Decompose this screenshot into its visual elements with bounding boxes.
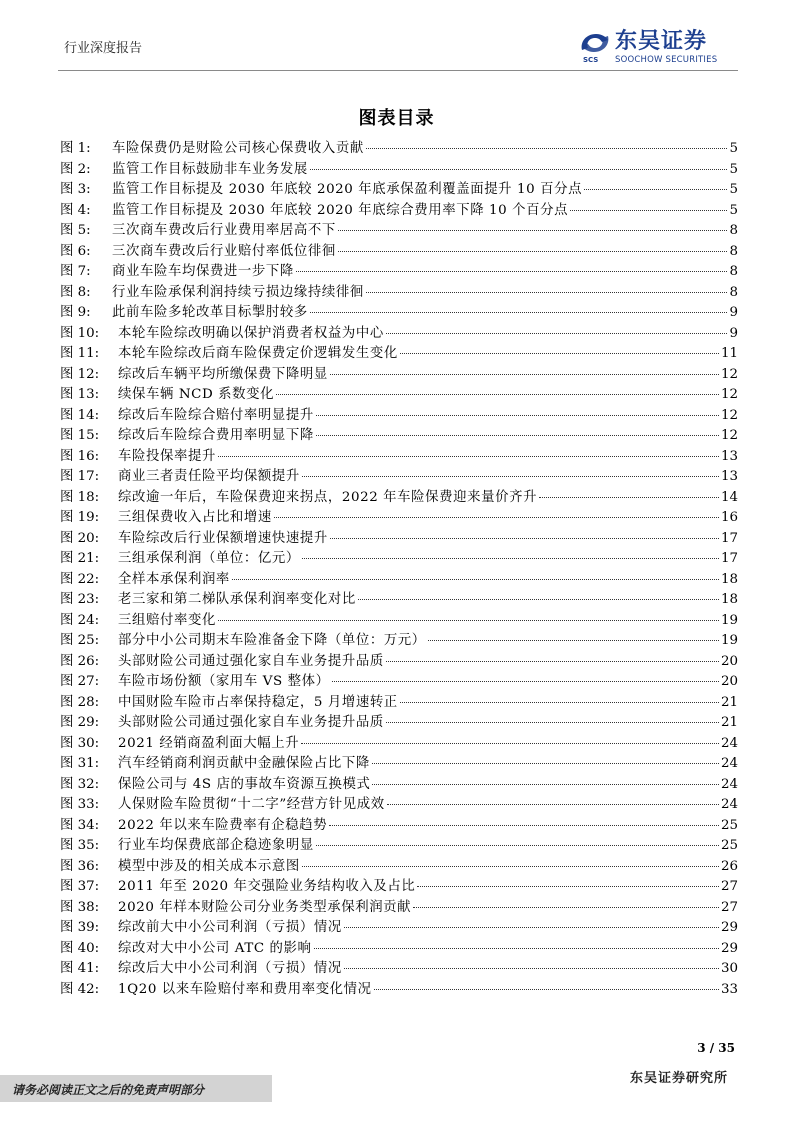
toc-entry-number: 图 36: bbox=[60, 858, 100, 874]
toc-entry-number: 图 19: bbox=[60, 510, 100, 525]
toc-entry-title: 三组赔付率变化 bbox=[118, 612, 216, 628]
toc-entry-title: 监管工作目标提及 2030 年底较 2020 年底综合费用率下降 10 个百分点 bbox=[112, 202, 569, 218]
toc-entry-leader bbox=[386, 333, 728, 334]
toc-entry-leader bbox=[276, 394, 719, 395]
company-logo bbox=[578, 30, 738, 68]
page-number: 3 / 35 bbox=[697, 1041, 735, 1055]
toc-entry[interactable] bbox=[60, 221, 738, 242]
toc-entry-leader bbox=[344, 968, 719, 969]
toc-entry-page: 13 bbox=[720, 469, 738, 484]
toc-entry-leader bbox=[338, 230, 728, 231]
toc-entry-page: 19 bbox=[720, 633, 738, 648]
toc-entry-leader bbox=[413, 907, 719, 908]
toc-entry-title: 车险综改后行业保额增速快速提升 bbox=[118, 530, 328, 546]
toc-entry-title: 1Q20 以来车险赔付率和费用率变化情况 bbox=[118, 981, 372, 997]
toc-entry-title: 综改后车辆平均所缴保费下降明显 bbox=[118, 366, 328, 382]
toc-entry-title: 车险市场份额（家用车 VS 整体） bbox=[118, 674, 330, 689]
toc-entry-leader bbox=[366, 292, 728, 293]
toc-entry-number: 图 26: bbox=[60, 653, 100, 669]
toc-entry-title: 汽车经销商利润贡献中金融保险占比下降 bbox=[118, 756, 370, 771]
toc-entry[interactable] bbox=[60, 160, 738, 181]
toc-entry-page: 9 bbox=[729, 325, 738, 341]
toc-entry-page: 13 bbox=[720, 448, 738, 464]
toc-entry-number: 图 42: bbox=[60, 981, 100, 997]
toc-entry-leader bbox=[374, 989, 719, 990]
toc-entry-number: 图 11: bbox=[60, 346, 100, 361]
toc-entry-page: 25 bbox=[720, 817, 738, 833]
toc-entry[interactable] bbox=[60, 836, 738, 857]
toc-entry-title: 综改对大中小公司 ATC 的影响 bbox=[118, 940, 312, 956]
toc-entry[interactable] bbox=[60, 775, 738, 796]
toc-entry-number: 图 10: bbox=[60, 325, 100, 341]
logo-mark-icon bbox=[578, 30, 612, 56]
toc-entry-page: 5 bbox=[729, 161, 738, 177]
toc-entry-title: 监管工作目标提及 2030 年底较 2020 年底承保盈利覆盖面提升 10 百分点 bbox=[112, 182, 583, 197]
toc-entry[interactable] bbox=[60, 857, 738, 878]
toc-entry[interactable] bbox=[60, 611, 738, 632]
toc-entry-leader bbox=[302, 476, 719, 477]
toc-entry[interactable] bbox=[60, 877, 738, 898]
footer-disclaimer: 请务必阅读正文之后的免责声明部分 bbox=[12, 1083, 205, 1097]
toc-entry-leader bbox=[344, 927, 719, 928]
toc-entry-page: 5 bbox=[729, 202, 738, 218]
toc-entry-title: 综改前大中小公司利润（亏损）情况 bbox=[118, 920, 342, 935]
toc-entry-title: 商业车险车均保费进一步下降 bbox=[112, 264, 294, 279]
toc-entry-number: 图 1: bbox=[60, 141, 91, 156]
toc-entry-number: 图 25: bbox=[60, 633, 100, 648]
toc-entry-number: 图 29: bbox=[60, 715, 100, 730]
report-type-label: 行业深度报告 bbox=[64, 41, 143, 56]
toc-entry-leader bbox=[417, 886, 719, 887]
toc-entry-leader bbox=[387, 804, 719, 805]
toc-entry-number: 图 32: bbox=[60, 776, 100, 792]
toc-entry-leader bbox=[316, 435, 719, 436]
toc-entry-leader bbox=[316, 415, 719, 416]
toc-entry-number: 图 15: bbox=[60, 428, 100, 443]
toc-entry-page: 18 bbox=[720, 571, 738, 587]
header-divider bbox=[58, 70, 738, 71]
toc-entry-title: 行业车均保费底部企稳迹象明显 bbox=[118, 838, 314, 853]
toc-entry-number: 图 13: bbox=[60, 387, 100, 402]
toc-entry[interactable] bbox=[60, 303, 738, 324]
toc-entry-page: 24 bbox=[720, 797, 738, 812]
toc-entry-page: 9 bbox=[729, 305, 738, 320]
toc-entry[interactable] bbox=[60, 406, 738, 427]
toc-entry-number: 图 16: bbox=[60, 448, 100, 464]
toc-entry-title: 综改逾一年后，车险保费迎来拐点，2022 年车险保费迎来量价齐升 bbox=[118, 489, 538, 505]
toc-entry-title: 三次商车费改后行业费用率居高不下 bbox=[112, 223, 336, 238]
toc-entry-number: 图 12: bbox=[60, 366, 100, 382]
toc-entry-title: 2022 年以来车险费率有企稳趋势 bbox=[118, 817, 328, 833]
toc-entry-leader bbox=[232, 579, 719, 580]
toc-entry[interactable] bbox=[60, 488, 738, 509]
toc-entry-leader bbox=[400, 353, 719, 354]
toc-entry-number: 图 24: bbox=[60, 612, 100, 628]
toc-entry-leader bbox=[310, 312, 728, 313]
toc-entry-page: 8 bbox=[729, 264, 738, 279]
toc-entry-leader bbox=[570, 210, 727, 211]
toc-entry-page: 29 bbox=[720, 940, 738, 956]
toc-entry-number: 图 9: bbox=[60, 305, 91, 320]
toc-entry-number: 图 3: bbox=[60, 182, 91, 197]
toc-entry-leader bbox=[296, 271, 728, 272]
toc-entry-title: 老三家和第二梯队承保利润率变化对比 bbox=[118, 592, 356, 607]
toc-entry[interactable] bbox=[60, 795, 738, 816]
toc-entry-page: 14 bbox=[720, 489, 738, 505]
toc-entry-number: 图 14: bbox=[60, 407, 100, 423]
toc-entry-page: 20 bbox=[720, 653, 738, 669]
toc-entry-page: 12 bbox=[720, 387, 738, 402]
toc-entry[interactable] bbox=[60, 180, 738, 201]
toc-entry-number: 图 18: bbox=[60, 489, 100, 505]
toc-entry-page: 25 bbox=[720, 838, 738, 853]
toc-entry-page: 19 bbox=[720, 612, 738, 628]
toc-entry-number: 图 5: bbox=[60, 223, 91, 238]
toc-entry[interactable] bbox=[60, 242, 738, 263]
toc-entry-leader bbox=[372, 784, 718, 785]
toc-entry-page: 20 bbox=[720, 674, 738, 689]
toc-entry-number: 图 2: bbox=[60, 161, 91, 177]
toc-entry[interactable] bbox=[60, 816, 738, 837]
toc-entry-page: 8 bbox=[729, 243, 738, 259]
toc-entry-leader bbox=[332, 681, 719, 682]
toc-entry[interactable] bbox=[60, 529, 738, 550]
toc-entry[interactable] bbox=[60, 262, 738, 283]
toc-entry-title: 2011 年至 2020 年交强险业务结构收入及占比 bbox=[118, 879, 416, 894]
toc-entry[interactable] bbox=[60, 324, 738, 345]
toc-entry-number: 图 20: bbox=[60, 530, 100, 546]
toc-entry[interactable] bbox=[60, 508, 738, 529]
toc-entry-page: 24 bbox=[720, 776, 738, 792]
toc-entry-title: 行业车险承保利润持续亏损边缘持续徘徊 bbox=[112, 284, 364, 300]
toc-entry[interactable] bbox=[60, 672, 738, 693]
toc-entry[interactable] bbox=[60, 283, 738, 304]
toc-entry-title: 保险公司与 4S 店的事故车资源互换模式 bbox=[118, 776, 371, 792]
toc-entry-title: 本轮车险综改后商车险保费定价逻辑发生变化 bbox=[118, 346, 398, 361]
toc-entry-number: 图 39: bbox=[60, 920, 100, 935]
toc-entry-number: 图 17: bbox=[60, 469, 100, 484]
toc-entry-title: 头部财险公司通过强化家自车业务提升品质 bbox=[118, 715, 384, 730]
toc-entry-page: 29 bbox=[720, 920, 738, 935]
toc-entry-number: 图 8: bbox=[60, 284, 91, 300]
toc-entry-page: 21 bbox=[720, 694, 738, 710]
toc-entry-leader bbox=[372, 763, 719, 764]
toc-entry[interactable] bbox=[60, 918, 738, 939]
toc-entry-page: 8 bbox=[729, 284, 738, 300]
toc-entry-leader bbox=[584, 189, 727, 190]
toc-entry[interactable] bbox=[60, 467, 738, 488]
toc-entry-page: 30 bbox=[720, 961, 738, 976]
toc-entry-leader bbox=[338, 251, 728, 252]
toc-entry-page: 33 bbox=[720, 981, 738, 997]
toc-entry-page: 12 bbox=[720, 366, 738, 382]
toc-entry-title: 头部财险公司通过强化家自车业务提升品质 bbox=[118, 653, 384, 669]
toc-entry-leader bbox=[539, 497, 719, 498]
toc-entry-number: 图 35: bbox=[60, 838, 100, 853]
toc-entry-leader bbox=[314, 948, 719, 949]
toc-entry-number: 图 37: bbox=[60, 879, 100, 894]
toc-entry-title: 车险保费仍是财险公司核心保费收入贡献 bbox=[112, 141, 364, 156]
toc-entry-number: 图 31: bbox=[60, 756, 100, 771]
toc-entry-title: 2020 年样本财险公司分业务类型承保利润贡献 bbox=[118, 899, 412, 915]
footer-institute: 东吴证券研究所 bbox=[629, 1071, 728, 1086]
toc-entry-title: 三组承保利润（单位：亿元） bbox=[118, 551, 300, 566]
toc-entry-title: 人保财险车险贯彻“十二字”经营方针见成效 bbox=[118, 797, 385, 812]
toc-entry-number: 图 21: bbox=[60, 551, 100, 566]
toc-entry[interactable] bbox=[60, 652, 738, 673]
toc-entry-title: 续保车辆 NCD 系数变化 bbox=[118, 387, 275, 402]
toc-entry-number: 图 34: bbox=[60, 817, 100, 833]
toc-entry-number: 图 40: bbox=[60, 940, 100, 956]
toc-entry-page: 21 bbox=[720, 715, 738, 730]
toc-entry-number: 图 27: bbox=[60, 674, 100, 689]
toc-entry-leader bbox=[301, 743, 719, 744]
toc-entry-title: 中国财险车险市占率保持稳定，5 月增速转正 bbox=[118, 694, 398, 710]
toc-entry-leader bbox=[302, 558, 719, 559]
toc-entry-title: 本轮车险综改明确以保护消费者权益为中心 bbox=[118, 325, 384, 341]
toc-entry[interactable] bbox=[60, 980, 738, 1001]
toc-entry-number: 图 22: bbox=[60, 571, 100, 587]
toc-entry-leader bbox=[218, 620, 719, 621]
toc-entry-title: 监管工作目标鼓励非车业务发展 bbox=[112, 161, 308, 177]
toc-entry-leader bbox=[358, 599, 719, 600]
toc-entry-number: 图 6: bbox=[60, 243, 91, 259]
toc-entry-leader bbox=[274, 517, 719, 518]
toc-entry-page: 26 bbox=[720, 858, 738, 874]
toc-entry-leader bbox=[386, 722, 719, 723]
toc-entry-title: 部分中小公司期末车险准备金下降（单位：万元） bbox=[118, 633, 426, 648]
logo-english-name: SOOCHOW SECURITIES bbox=[615, 55, 718, 65]
toc-entry-leader bbox=[366, 148, 728, 149]
toc-entry-number: 图 7: bbox=[60, 264, 91, 279]
toc-entry[interactable] bbox=[60, 693, 738, 714]
toc-entry-title: 全样本承保利润率 bbox=[118, 571, 230, 587]
toc-entry[interactable] bbox=[60, 898, 738, 919]
toc-entry[interactable] bbox=[60, 549, 738, 570]
toc-entry-title: 三次商车费改后行业赔付率低位徘徊 bbox=[112, 243, 336, 259]
toc-entry-leader bbox=[330, 538, 719, 539]
toc-entry[interactable] bbox=[60, 344, 738, 365]
toc-entry[interactable] bbox=[60, 447, 738, 468]
toc-entry[interactable] bbox=[60, 734, 738, 755]
toc-entry[interactable] bbox=[60, 385, 738, 406]
toc-entry[interactable] bbox=[60, 365, 738, 386]
toc-entry-number: 图 33: bbox=[60, 797, 100, 812]
toc-entry-page: 8 bbox=[729, 223, 738, 238]
toc-entry[interactable] bbox=[60, 754, 738, 775]
toc-entry-leader bbox=[329, 825, 719, 826]
toc-entry[interactable] bbox=[60, 139, 738, 160]
toc-entry-page: 16 bbox=[720, 510, 738, 525]
toc-entry[interactable] bbox=[60, 426, 738, 447]
toc-entry-title: 三组保费收入占比和增速 bbox=[118, 510, 272, 525]
toc-entry-number: 图 23: bbox=[60, 592, 100, 607]
toc-entry-leader bbox=[302, 866, 719, 867]
toc-entry-leader bbox=[310, 169, 728, 170]
toc-entry-page: 27 bbox=[720, 879, 738, 894]
toc-entry-leader bbox=[218, 456, 719, 457]
toc-list bbox=[60, 139, 738, 1000]
toc-entry-page: 12 bbox=[720, 407, 738, 423]
toc-entry-title: 综改后车险综合赔付率明显提升 bbox=[118, 407, 314, 423]
toc-entry-leader bbox=[386, 661, 719, 662]
toc-entry-leader bbox=[330, 374, 719, 375]
toc-entry-number: 图 41: bbox=[60, 961, 100, 976]
logo-mark-text: SCS bbox=[583, 56, 599, 64]
toc-entry-page: 18 bbox=[720, 592, 738, 607]
toc-entry-leader bbox=[428, 640, 719, 641]
toc-entry[interactable] bbox=[60, 713, 738, 734]
toc-entry-title: 综改后大中小公司利润（亏损）情况 bbox=[118, 961, 342, 976]
toc-entry-page: 17 bbox=[720, 530, 738, 546]
toc-entry-number: 图 4: bbox=[60, 202, 91, 218]
toc-entry-number: 图 28: bbox=[60, 694, 100, 710]
toc-entry[interactable] bbox=[60, 959, 738, 980]
toc-entry[interactable] bbox=[60, 631, 738, 652]
toc-entry[interactable] bbox=[60, 201, 738, 222]
toc-entry-number: 图 30: bbox=[60, 735, 100, 751]
toc-entry[interactable] bbox=[60, 570, 738, 591]
logo-chinese-name: 东吴证券 bbox=[615, 29, 708, 54]
toc-entry-title: 2021 经销商盈利面大幅上升 bbox=[118, 735, 300, 751]
toc-entry-page: 5 bbox=[729, 182, 738, 197]
toc-entry-page: 12 bbox=[720, 428, 738, 443]
toc-title: 图表目录 bbox=[358, 108, 435, 129]
toc-entry-page: 17 bbox=[720, 551, 738, 566]
toc-entry[interactable] bbox=[60, 590, 738, 611]
toc-entry-page: 24 bbox=[720, 756, 738, 771]
toc-entry-title: 模型中涉及的相关成本示意图 bbox=[118, 858, 300, 874]
toc-entry-page: 24 bbox=[720, 735, 738, 751]
toc-entry-page: 27 bbox=[720, 899, 738, 915]
toc-entry-title: 商业三者责任险平均保额提升 bbox=[118, 469, 300, 484]
toc-entry-title: 此前车险多轮改革目标掣肘较多 bbox=[112, 305, 308, 320]
toc-entry[interactable] bbox=[60, 939, 738, 960]
toc-entry-page: 11 bbox=[720, 346, 738, 361]
toc-entry-title: 车险投保率提升 bbox=[118, 448, 216, 464]
toc-entry-title: 综改后车险综合费用率明显下降 bbox=[118, 428, 314, 443]
toc-entry-number: 图 38: bbox=[60, 899, 100, 915]
toc-entry-page: 5 bbox=[729, 141, 738, 156]
toc-entry-leader bbox=[316, 845, 719, 846]
toc-entry-leader bbox=[400, 702, 719, 703]
